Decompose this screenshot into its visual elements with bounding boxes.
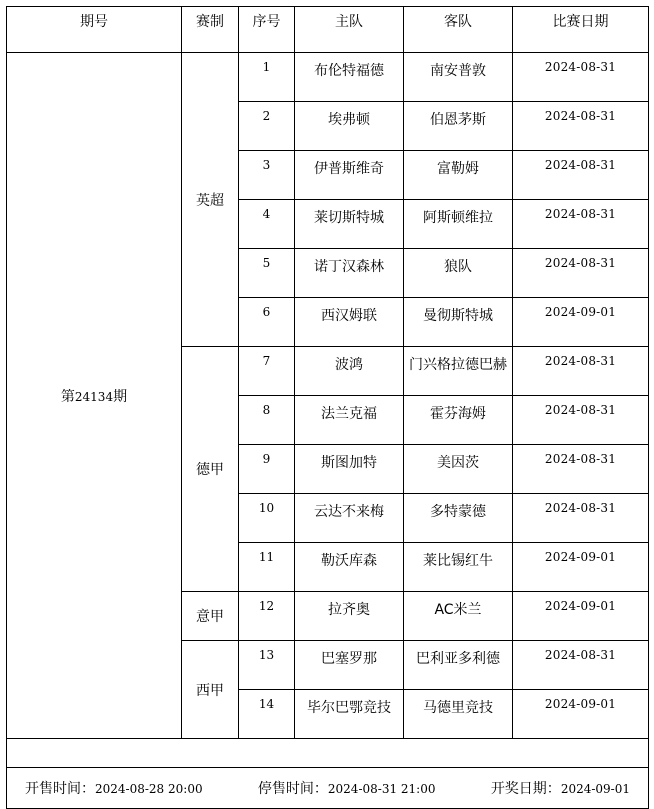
header-league: 赛制 — [182, 7, 239, 53]
seq-cell: 8 — [239, 396, 295, 445]
home-team-cell: 伊普斯维奇 — [295, 151, 404, 200]
date-cell: 2024-08-31 — [513, 151, 649, 200]
home-team-cell: 埃弗顿 — [295, 102, 404, 151]
period-number: 24134 — [74, 389, 114, 404]
seq-cell: 5 — [239, 249, 295, 298]
away-team-cell: 阿斯顿维拉 — [404, 200, 513, 249]
seq-cell: 6 — [239, 298, 295, 347]
period-cell — [7, 53, 182, 739]
league-cell: 德甲 — [182, 347, 239, 592]
home-team-cell: 毕尔巴鄂竞技 — [295, 690, 404, 739]
date-cell: 2024-08-31 — [513, 445, 649, 494]
away-team-cell: 南安普敦 — [404, 53, 513, 102]
home-team-cell: 诺丁汉森林 — [295, 249, 404, 298]
away-team-cell: 马德里竞技 — [404, 690, 513, 739]
league-cell: 西甲 — [182, 641, 239, 739]
home-team-cell: 勒沃库森 — [295, 543, 404, 592]
footer-cell — [7, 768, 649, 809]
date-cell: 2024-08-31 — [513, 249, 649, 298]
date-cell: 2024-08-31 — [513, 641, 649, 690]
date-cell: 2024-09-01 — [513, 592, 649, 641]
sale-close-label: 停售时间： — [257, 781, 328, 797]
seq-cell: 12 — [239, 592, 295, 641]
seq-cell: 7 — [239, 347, 295, 396]
period-suffix: 期 — [113, 388, 128, 405]
date-cell: 2024-08-31 — [513, 200, 649, 249]
home-team-cell: 斯图加特 — [295, 445, 404, 494]
sale-open-time — [25, 778, 203, 798]
away-team-cell: 富勒姆 — [404, 151, 513, 200]
blank-row — [7, 739, 649, 768]
blank-cell — [7, 739, 649, 768]
draw-label: 开奖日期： — [490, 781, 561, 797]
seq-cell: 13 — [239, 641, 295, 690]
date-cell: 2024-09-01 — [513, 690, 649, 739]
away-team-cell: 莱比锡红牛 — [404, 543, 513, 592]
away-team-cell: 多特蒙德 — [404, 494, 513, 543]
seq-cell: 2 — [239, 102, 295, 151]
home-team-cell: 布伦特福德 — [295, 53, 404, 102]
period-prefix: 第 — [60, 388, 75, 405]
home-team-cell: 法兰克福 — [295, 396, 404, 445]
home-team-cell: 巴塞罗那 — [295, 641, 404, 690]
date-cell: 2024-08-31 — [513, 347, 649, 396]
sale-close-time — [258, 778, 436, 798]
date-cell: 2024-09-01 — [513, 543, 649, 592]
seq-cell: 1 — [239, 53, 295, 102]
date-cell: 2024-08-31 — [513, 396, 649, 445]
date-cell: 2024-08-31 — [513, 53, 649, 102]
seq-cell: 10 — [239, 494, 295, 543]
away-team-cell: 美因茨 — [404, 445, 513, 494]
seq-cell: 3 — [239, 151, 295, 200]
away-team-cell: 巴利亚多利德 — [404, 641, 513, 690]
footer-row — [7, 768, 649, 809]
date-cell: 2024-08-31 — [513, 102, 649, 151]
home-team-cell: 拉齐奥 — [295, 592, 404, 641]
seq-cell: 11 — [239, 543, 295, 592]
away-team-cell: 曼彻斯特城 — [404, 298, 513, 347]
date-cell: 2024-08-31 — [513, 494, 649, 543]
sale-close-value: 2024-08-31 21:00 — [327, 782, 436, 796]
draw-value: 2024-09-01 — [560, 782, 630, 796]
match-schedule-table — [6, 6, 649, 809]
away-team-cell: 门兴格拉德巴赫 — [404, 347, 513, 396]
home-team-cell: 云达不来梅 — [295, 494, 404, 543]
sale-open-value: 2024-08-28 20:00 — [95, 782, 203, 796]
header-date: 比赛日期 — [513, 7, 649, 53]
seq-cell: 9 — [239, 445, 295, 494]
league-cell: 英超 — [182, 53, 239, 347]
draw-date — [491, 778, 630, 798]
away-team-cell: 狼队 — [404, 249, 513, 298]
header-away: 客队 — [404, 7, 513, 53]
header-seq: 序号 — [239, 7, 295, 53]
header-period: 期号 — [7, 7, 182, 53]
sale-open-label: 开售时间： — [25, 781, 95, 797]
seq-cell: 14 — [239, 690, 295, 739]
away-team-cell: 伯恩茅斯 — [404, 102, 513, 151]
league-cell: 意甲 — [182, 592, 239, 641]
away-team-cell: 霍芬海姆 — [404, 396, 513, 445]
header-home: 主队 — [295, 7, 404, 53]
header-row — [7, 7, 649, 53]
away-team-cell: AC米兰 — [404, 592, 513, 641]
table-row — [7, 53, 649, 102]
seq-cell: 4 — [239, 200, 295, 249]
home-team-cell: 西汉姆联 — [295, 298, 404, 347]
home-team-cell: 莱切斯特城 — [295, 200, 404, 249]
date-cell: 2024-09-01 — [513, 298, 649, 347]
home-team-cell: 波鸿 — [295, 347, 404, 396]
